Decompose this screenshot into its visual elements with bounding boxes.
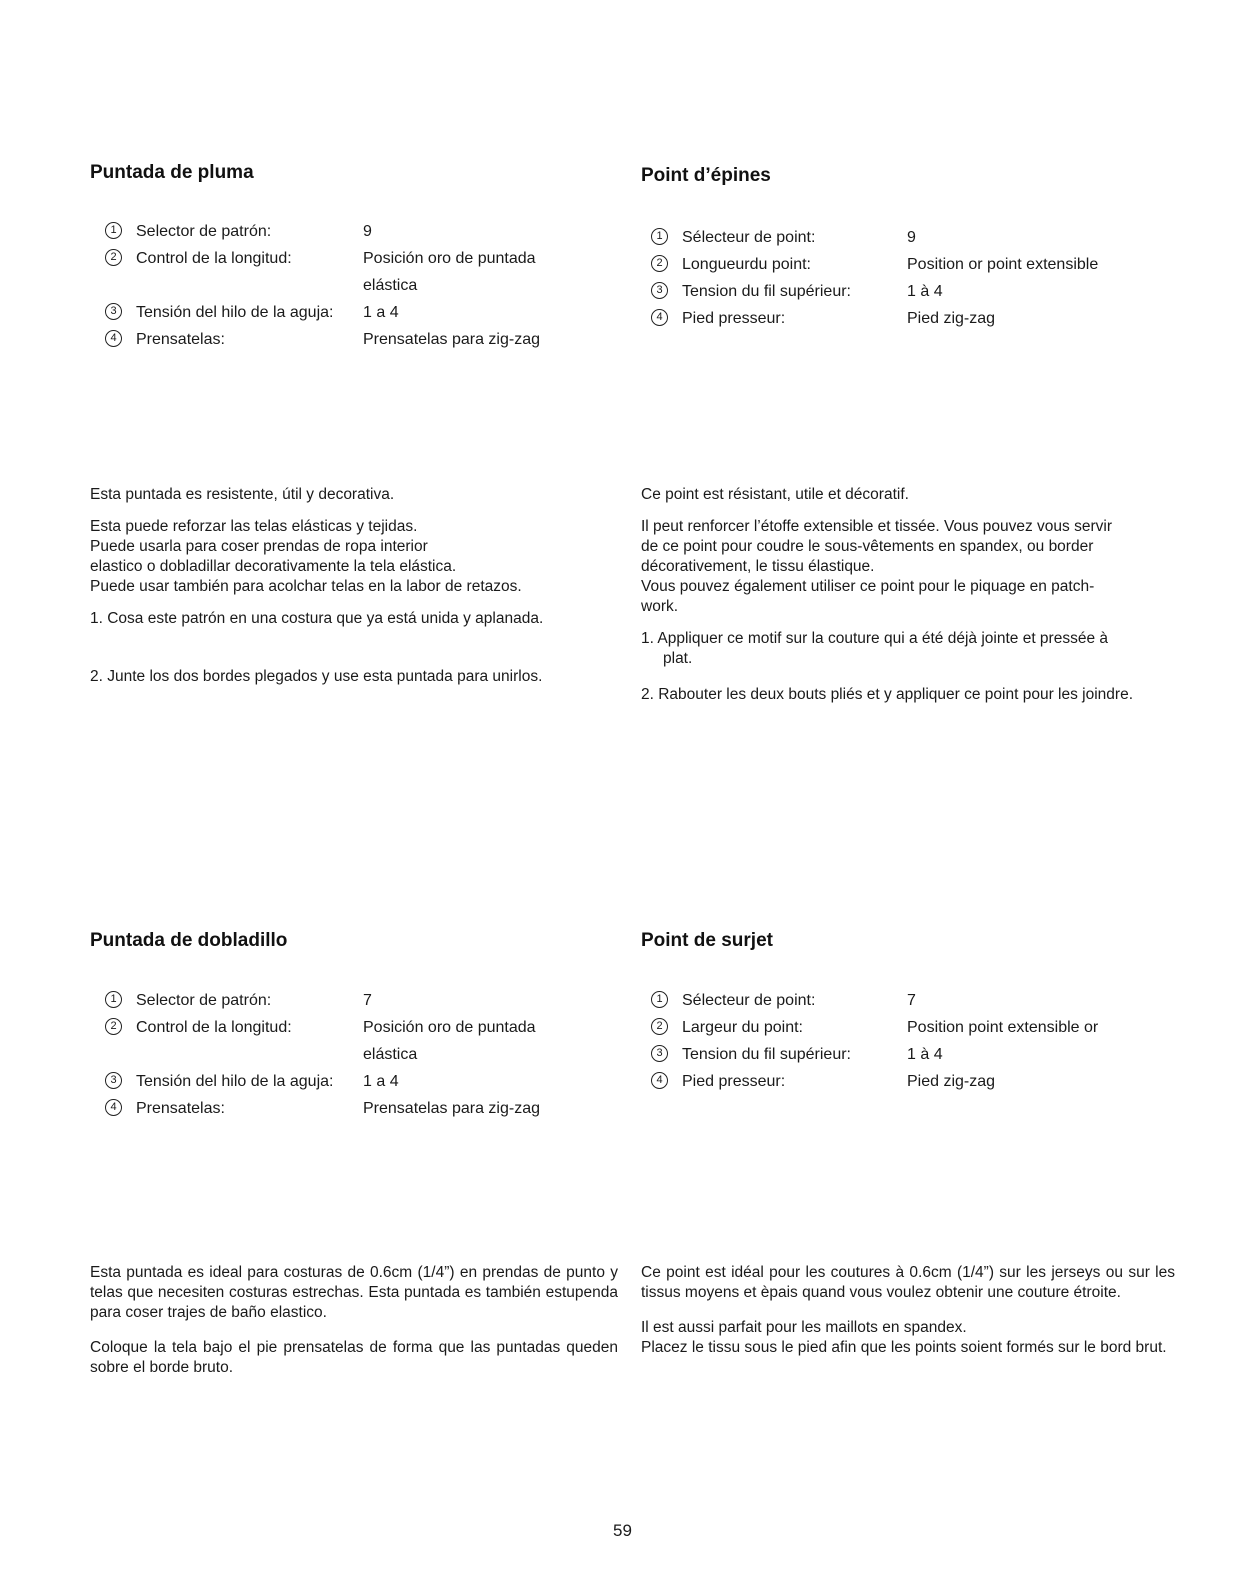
setting-label: Selector de patrón:: [136, 992, 272, 1009]
setting-row: [651, 1068, 1098, 1095]
circled-number: 1: [105, 222, 122, 239]
section-title: Point de surjet: [641, 930, 773, 951]
settings-fr-overcast: [651, 987, 1098, 1095]
circled-number: 2: [105, 1018, 122, 1035]
setting-row: [651, 278, 1098, 305]
setting-row: [105, 218, 540, 245]
setting-label: Prensatelas:: [136, 331, 225, 348]
setting-value: Posición oro de puntada elástica: [363, 250, 536, 294]
setting-value: 7: [907, 992, 916, 1009]
circled-number: 4: [105, 330, 122, 347]
setting-row: [651, 1014, 1098, 1041]
circled-number: 3: [651, 282, 668, 299]
body-line: Vous pouvez également utiliser ce point pour le piquage en patch-: [641, 578, 1095, 595]
setting-value: Pied zig-zag: [907, 310, 996, 327]
setting-value: 1 a 4: [363, 1073, 399, 1090]
intro-text: Ce point est résistant, utile et décoratif.: [641, 486, 909, 503]
section-title: Point d’épines: [641, 165, 771, 186]
setting-row: [651, 305, 1098, 332]
setting-label: Tensión del hilo de la aguja:: [136, 1073, 334, 1090]
section-title: Puntada de dobladillo: [90, 930, 288, 951]
circled-number: 4: [105, 1099, 122, 1116]
setting-value: 1 à 4: [907, 1046, 943, 1063]
paragraph: Ce point est idéal pour les coutures à 0.6cm (1/4”) sur les jerseys ou sur les tissus moyens et èpais quand vous voulez obtenir une couture étroite.: [641, 1264, 1175, 1301]
setting-label: Longueurdu point:: [682, 256, 811, 273]
body-line: de ce point pour coudre le sous-vêtements en spandex, ou border: [641, 538, 1094, 555]
setting-row: [105, 1014, 540, 1068]
circled-number: 2: [651, 255, 668, 272]
paragraph: Coloque la tela bajo el pie prensatelas de forma que las puntadas queden sobre el borde bruto.: [90, 1339, 618, 1376]
step-1: 1. Cosa este patrón en una costura que ya está unida y aplanada.: [90, 610, 544, 627]
body-line: Esta puede reforzar las telas elásticas y tejidas.: [90, 518, 418, 535]
paragraph: Placez le tissu sous le pied afin que les points soient formés sur le bord brut.: [641, 1339, 1167, 1356]
section-title: Puntada de pluma: [90, 162, 254, 183]
setting-value: 9: [363, 223, 372, 240]
paragraph: Esta puntada es ideal para costuras de 0.6cm (1/4”) en prendas de punto y telas que necesiten costuras estrechas. Esta puntada es también estupenda para coser trajes de baño elastico.: [90, 1264, 618, 1321]
circled-number: 4: [651, 1072, 668, 1089]
circled-number: 3: [105, 1072, 122, 1089]
setting-value: 1 a 4: [363, 304, 399, 321]
page-number: 59: [613, 1521, 632, 1540]
setting-row: [105, 299, 540, 326]
setting-row: [651, 251, 1098, 278]
setting-value: Prensatelas para zig-zag: [363, 1100, 540, 1117]
setting-value: Pied zig-zag: [907, 1073, 996, 1090]
setting-row: [651, 1041, 1098, 1068]
setting-row: [105, 245, 540, 299]
setting-label: Tension du fil supérieur:: [682, 1046, 851, 1063]
section-fr-feather-stitch: [641, 165, 1181, 187]
section-es-hem-stitch: [90, 930, 630, 952]
section-fr-overcast-stitch: [641, 930, 1181, 952]
circled-number: 1: [651, 991, 668, 1008]
setting-row: [651, 987, 1098, 1014]
text-es-hem: [90, 1263, 618, 1378]
setting-value: Posición oro de puntada elástica: [363, 1019, 536, 1063]
step-2: 2. Rabouter les deux bouts pliés et y appliquer ce point pour les joindre.: [641, 686, 1133, 703]
circled-number: 1: [105, 991, 122, 1008]
step-2: 2. Junte los dos bordes plegados y use esta puntada para unirlos.: [90, 668, 543, 685]
setting-value: 9: [907, 229, 916, 246]
body-line: Il peut renforcer l’étoffe extensible et tissée. Vous pouvez vous servir: [641, 518, 1112, 535]
step-1: 1. Appliquer ce motif sur la couture qui a été déjà jointe et pressée à plat.: [641, 630, 1109, 667]
body-line: work.: [641, 598, 679, 615]
setting-label: Tensión del hilo de la aguja:: [136, 304, 334, 321]
settings-fr-feather: [651, 224, 1098, 332]
setting-row: [105, 1068, 540, 1095]
setting-label: Largeur du point:: [682, 1019, 803, 1036]
setting-row: [105, 326, 540, 353]
setting-label: Selector de patrón:: [136, 223, 272, 240]
circled-number: 3: [105, 303, 122, 320]
text-es-feather: [90, 485, 630, 687]
circled-number: 3: [651, 1045, 668, 1062]
settings-es-hem: [105, 987, 540, 1122]
settings-es-feather: [105, 218, 540, 353]
section-es-feather-stitch: [90, 162, 630, 184]
setting-label: Control de la longitud:: [136, 1019, 292, 1036]
setting-label: Control de la longitud:: [136, 250, 292, 267]
paragraph: Il est aussi parfait pour les maillots en spandex.: [641, 1319, 967, 1336]
setting-value: Prensatelas para zig-zag: [363, 331, 540, 348]
setting-value: 1 à 4: [907, 283, 943, 300]
circled-number: 2: [651, 1018, 668, 1035]
body-line: Puede usarla para coser prendas de ropa interior: [90, 538, 428, 555]
setting-value: Position point extensible or: [907, 1019, 1099, 1036]
setting-label: Sélecteur de point:: [682, 992, 816, 1009]
body-line: elastico o dobladillar decorativamente la tela elástica.: [90, 558, 457, 575]
circled-number: 4: [651, 309, 668, 326]
body-line: décorativement, le tissu élastique.: [641, 558, 875, 575]
setting-label: Prensatelas:: [136, 1100, 225, 1117]
setting-value: 7: [363, 992, 372, 1009]
setting-label: Sélecteur de point:: [682, 229, 816, 246]
text-fr-feather: [641, 485, 1181, 705]
setting-row: [651, 224, 1098, 251]
circled-number: 1: [651, 228, 668, 245]
text-fr-overcast: [641, 1263, 1175, 1358]
circled-number: 2: [105, 249, 122, 266]
setting-label: Pied presseur:: [682, 310, 786, 327]
body-line: Puede usar también para acolchar telas en la labor de retazos.: [90, 578, 522, 595]
intro-text: Esta puntada es resistente, útil y decorativa.: [90, 486, 395, 503]
setting-row: [105, 1095, 540, 1122]
setting-value: Position or point extensible: [907, 256, 1099, 273]
setting-label: Pied presseur:: [682, 1073, 786, 1090]
setting-label: Tension du fil supérieur:: [682, 283, 851, 300]
setting-row: [105, 987, 540, 1014]
